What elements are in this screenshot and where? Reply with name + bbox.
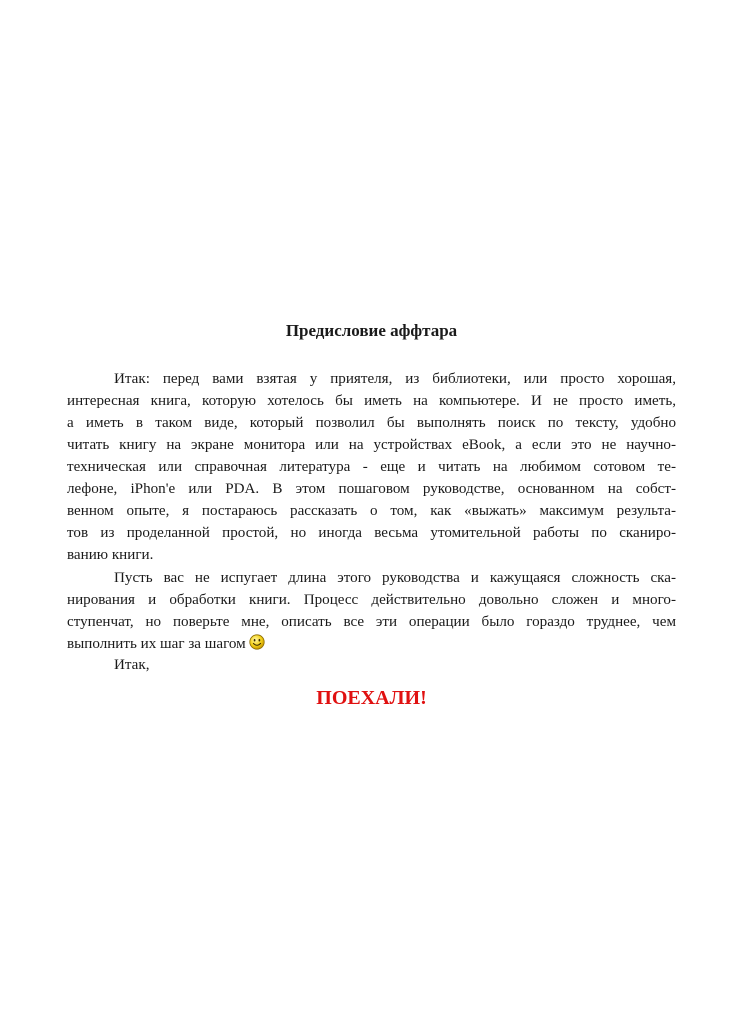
text-line: ванию книги. (67, 547, 154, 563)
paragraph-intro (67, 368, 676, 566)
text-line: интересная книга, которую хотелось бы иметь на компьютере. И не просто иметь, (67, 393, 676, 409)
text-line: Пусть вас не испугает длина этого руководства и кажущаяся сложность ска- (114, 570, 676, 586)
text-line: выполнить их шаг за шагом (67, 636, 246, 652)
paragraph-warning (67, 567, 676, 655)
text-line: Итак: перед вами взятая у приятеля, из библиотеки, или просто хорошая, (114, 371, 676, 387)
text-line: венном опыте, я постараюсь рассказать о том, как «выжать» максимум результа- (67, 503, 676, 519)
text-line-with-emoticon (67, 633, 676, 655)
page-title: Предисловие аффтара (285, 321, 458, 340)
text-line: Итак, (114, 657, 150, 673)
text-line: а иметь в таком виде, который позволил бы выполнять поиск по тексту, удобно (67, 415, 676, 431)
text-line: нирования и обработки книги. Процесс действительно довольно сложен и много- (67, 592, 676, 608)
document-page (67, 0, 676, 1030)
text-line: ступенчат, но поверьте мне, описать все эти операции было гораздо труднее, чем (67, 614, 676, 630)
text-line: лефоне, iPhon'e или PDA. В этом пошаговом руководстве, основанном на собст- (67, 481, 676, 497)
text-line: техническая или справочная литература - еще и читать на любимом сотовом те- (67, 459, 676, 475)
paragraph-so (67, 654, 676, 676)
closing-callout: ПОЕХАЛИ! (316, 687, 427, 709)
smiley-icon (249, 634, 265, 650)
text-line: тов из проделанной простой, но иногда весьма утомительной работы по сканиро- (67, 525, 676, 541)
text-line: читать книгу на экране монитора или на устройствах eBook, а если это не научно- (67, 437, 676, 453)
